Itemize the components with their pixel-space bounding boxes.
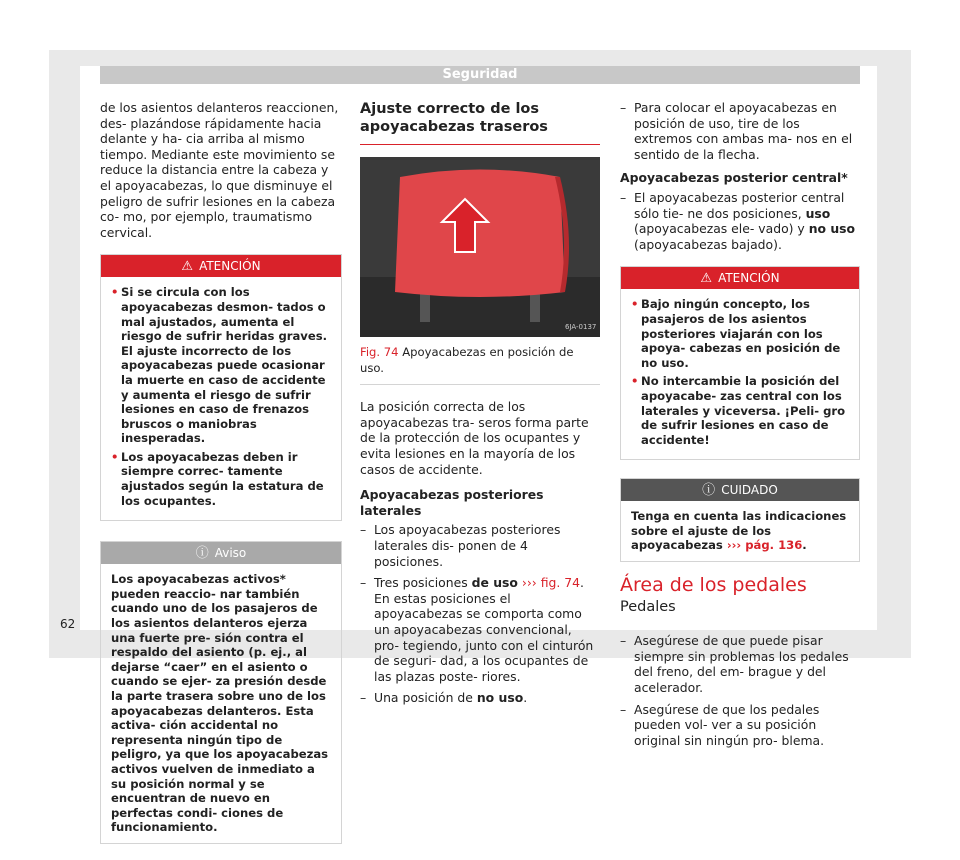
caption-label: Fig. 74 bbox=[360, 345, 399, 359]
exclamation-circle-icon: ⓘ bbox=[702, 483, 716, 499]
caution-header bbox=[621, 479, 859, 501]
note-title: Aviso bbox=[214, 546, 247, 561]
list-item: – Tres posiciones de uso ››› fig. 74. En estas posiciones el apoyacabezas se comporta como un apoyacabezas convencional, pro- tegiendo, junto con el cinturón de seguri- dad, a los ocupantes de las plazas poste- riores. bbox=[360, 575, 594, 684]
figure-caption bbox=[360, 337, 600, 385]
section-subtitle: Pedales bbox=[620, 598, 676, 615]
warning-box-1 bbox=[100, 254, 342, 521]
warning-triangle-icon: ⚠ bbox=[700, 271, 713, 287]
note-header bbox=[101, 542, 341, 564]
warning-item: • Si se circula con los apoyacabezas desmon- tados o mal ajustados, aumenta el riesgo de sufrir heridas graves. El ajuste incorrecto de los apoyacabezas puede ocasionar la muerte en caso de accidente y aumenta el riesgo de sufrir lesiones en caso de frenazos bruscos o maniobras inesperadas. bbox=[111, 285, 328, 446]
warning-title: ATENCIÓN bbox=[199, 259, 261, 274]
list-item: – Asegúrese de que los pedales pueden vol- ver a su posición original sin ningún pro- blema. bbox=[620, 701, 825, 748]
figure-code: 6JA-0137 bbox=[565, 323, 597, 331]
list-item: – Los apoyacabezas posteriores laterales dis- ponen de 4 posiciones. bbox=[360, 522, 561, 569]
headrest-figure bbox=[360, 157, 600, 337]
warning-item: • Los apoyacabezas deben ir siempre correc- tamente ajustados según la estatura de los ocupantes. bbox=[111, 449, 324, 508]
info-icon: ⓘ bbox=[195, 546, 209, 562]
section-title: Área de los pedales bbox=[620, 574, 807, 597]
figure-link[interactable]: ››› fig. 74 bbox=[521, 575, 581, 591]
intro-paragraph: de los asientos delanteros reaccionen, des- plazándose rápidamente hacia delante y ha- cia arriba al mismo tiempo. Mediante este movimiento se reduce la distancia entre la cabeza y el apoyacabezas, lo que disminuye el peligro de sufrir lesiones en la cabeza co- mo, por ejemplo, traumatismo cervical. bbox=[100, 100, 339, 240]
caution-box bbox=[620, 478, 860, 562]
list-item: – Para colocar el apoyacabezas en posición de uso, tire de los extremos con ambas ma- nos en el sentido de la flecha. bbox=[620, 100, 853, 162]
caution-title: CUIDADO bbox=[721, 483, 778, 498]
caution-body: Tenga en cuenta las indicaciones sobre el ajuste de los apoyacabezas ››› pág. 136. bbox=[631, 509, 847, 553]
page-link[interactable]: ››› pág. 136 bbox=[726, 538, 803, 553]
body-paragraph: La posición correcta de los apoyacabezas tra- seros forma parte de la protección de los ocupantes y evita lesiones en la mayoría de los casos de accidente. bbox=[360, 399, 589, 477]
list-item: – Una posición de no uso. bbox=[360, 690, 528, 706]
page-header: Seguridad bbox=[100, 66, 860, 84]
section-heading: Ajuste correcto de los apoyacabezas traseros bbox=[360, 100, 600, 145]
warning-header bbox=[621, 267, 859, 289]
caption-text: Apoyacabezas en posición de uso. bbox=[360, 345, 574, 375]
warning-box-2 bbox=[620, 266, 860, 460]
column-left bbox=[100, 100, 342, 860]
column-right bbox=[620, 100, 860, 754]
warning-body bbox=[621, 289, 859, 459]
headrest-illustration bbox=[360, 157, 600, 337]
warning-item: • No intercambie la posición del apoyacabe- zas central con los laterales y viceversa. ¡Peli- gro de sufrir lesiones en caso de accidente! bbox=[631, 374, 846, 447]
page-number: 62 bbox=[60, 617, 76, 631]
list-item: – Asegúrese de que puede pisar siempre sin problemas los pedales del freno, del em- brague y del acelerador. bbox=[620, 633, 849, 696]
warning-triangle-icon: ⚠ bbox=[181, 259, 194, 275]
column-middle bbox=[360, 100, 600, 712]
subheading: Apoyacabezas posteriores laterales bbox=[360, 487, 544, 518]
warning-body bbox=[101, 277, 341, 520]
note-body: Los apoyacabezas activos* pueden reaccio- nar también cuando uno de los pasajeros de los asientos delanteros ejerza una fuerte pre- sión contra el respaldo del asiento (p. ej., al dejarse “caer” en el asiento o cuando se ejer- za presión desde la parte trasera sobre uno de los apoyacabezas delanteros. Esta activa- ción accidental no representa ningún tipo de peligro, ya que los apoyacabezas activos vuelven de inmediato a su posición normal y se encuentran de nuevo en perfectas condi- ciones de funcionamiento. bbox=[111, 572, 329, 835]
note-box bbox=[100, 541, 342, 844]
list-item: – El apoyacabezas posterior central sólo tie- ne dos posiciones, uso (apoyacabezas ele- vado) y no uso (apoyacabezas bajado). bbox=[620, 189, 856, 252]
warning-title: ATENCIÓN bbox=[718, 271, 780, 286]
warning-item: • Bajo ningún concepto, los pasajeros de los asientos posteriores viajarán con los apoya- cabezas en posición de no uso. bbox=[631, 297, 841, 370]
subheading: Apoyacabezas posterior central* bbox=[620, 170, 848, 186]
warning-header bbox=[101, 255, 341, 277]
